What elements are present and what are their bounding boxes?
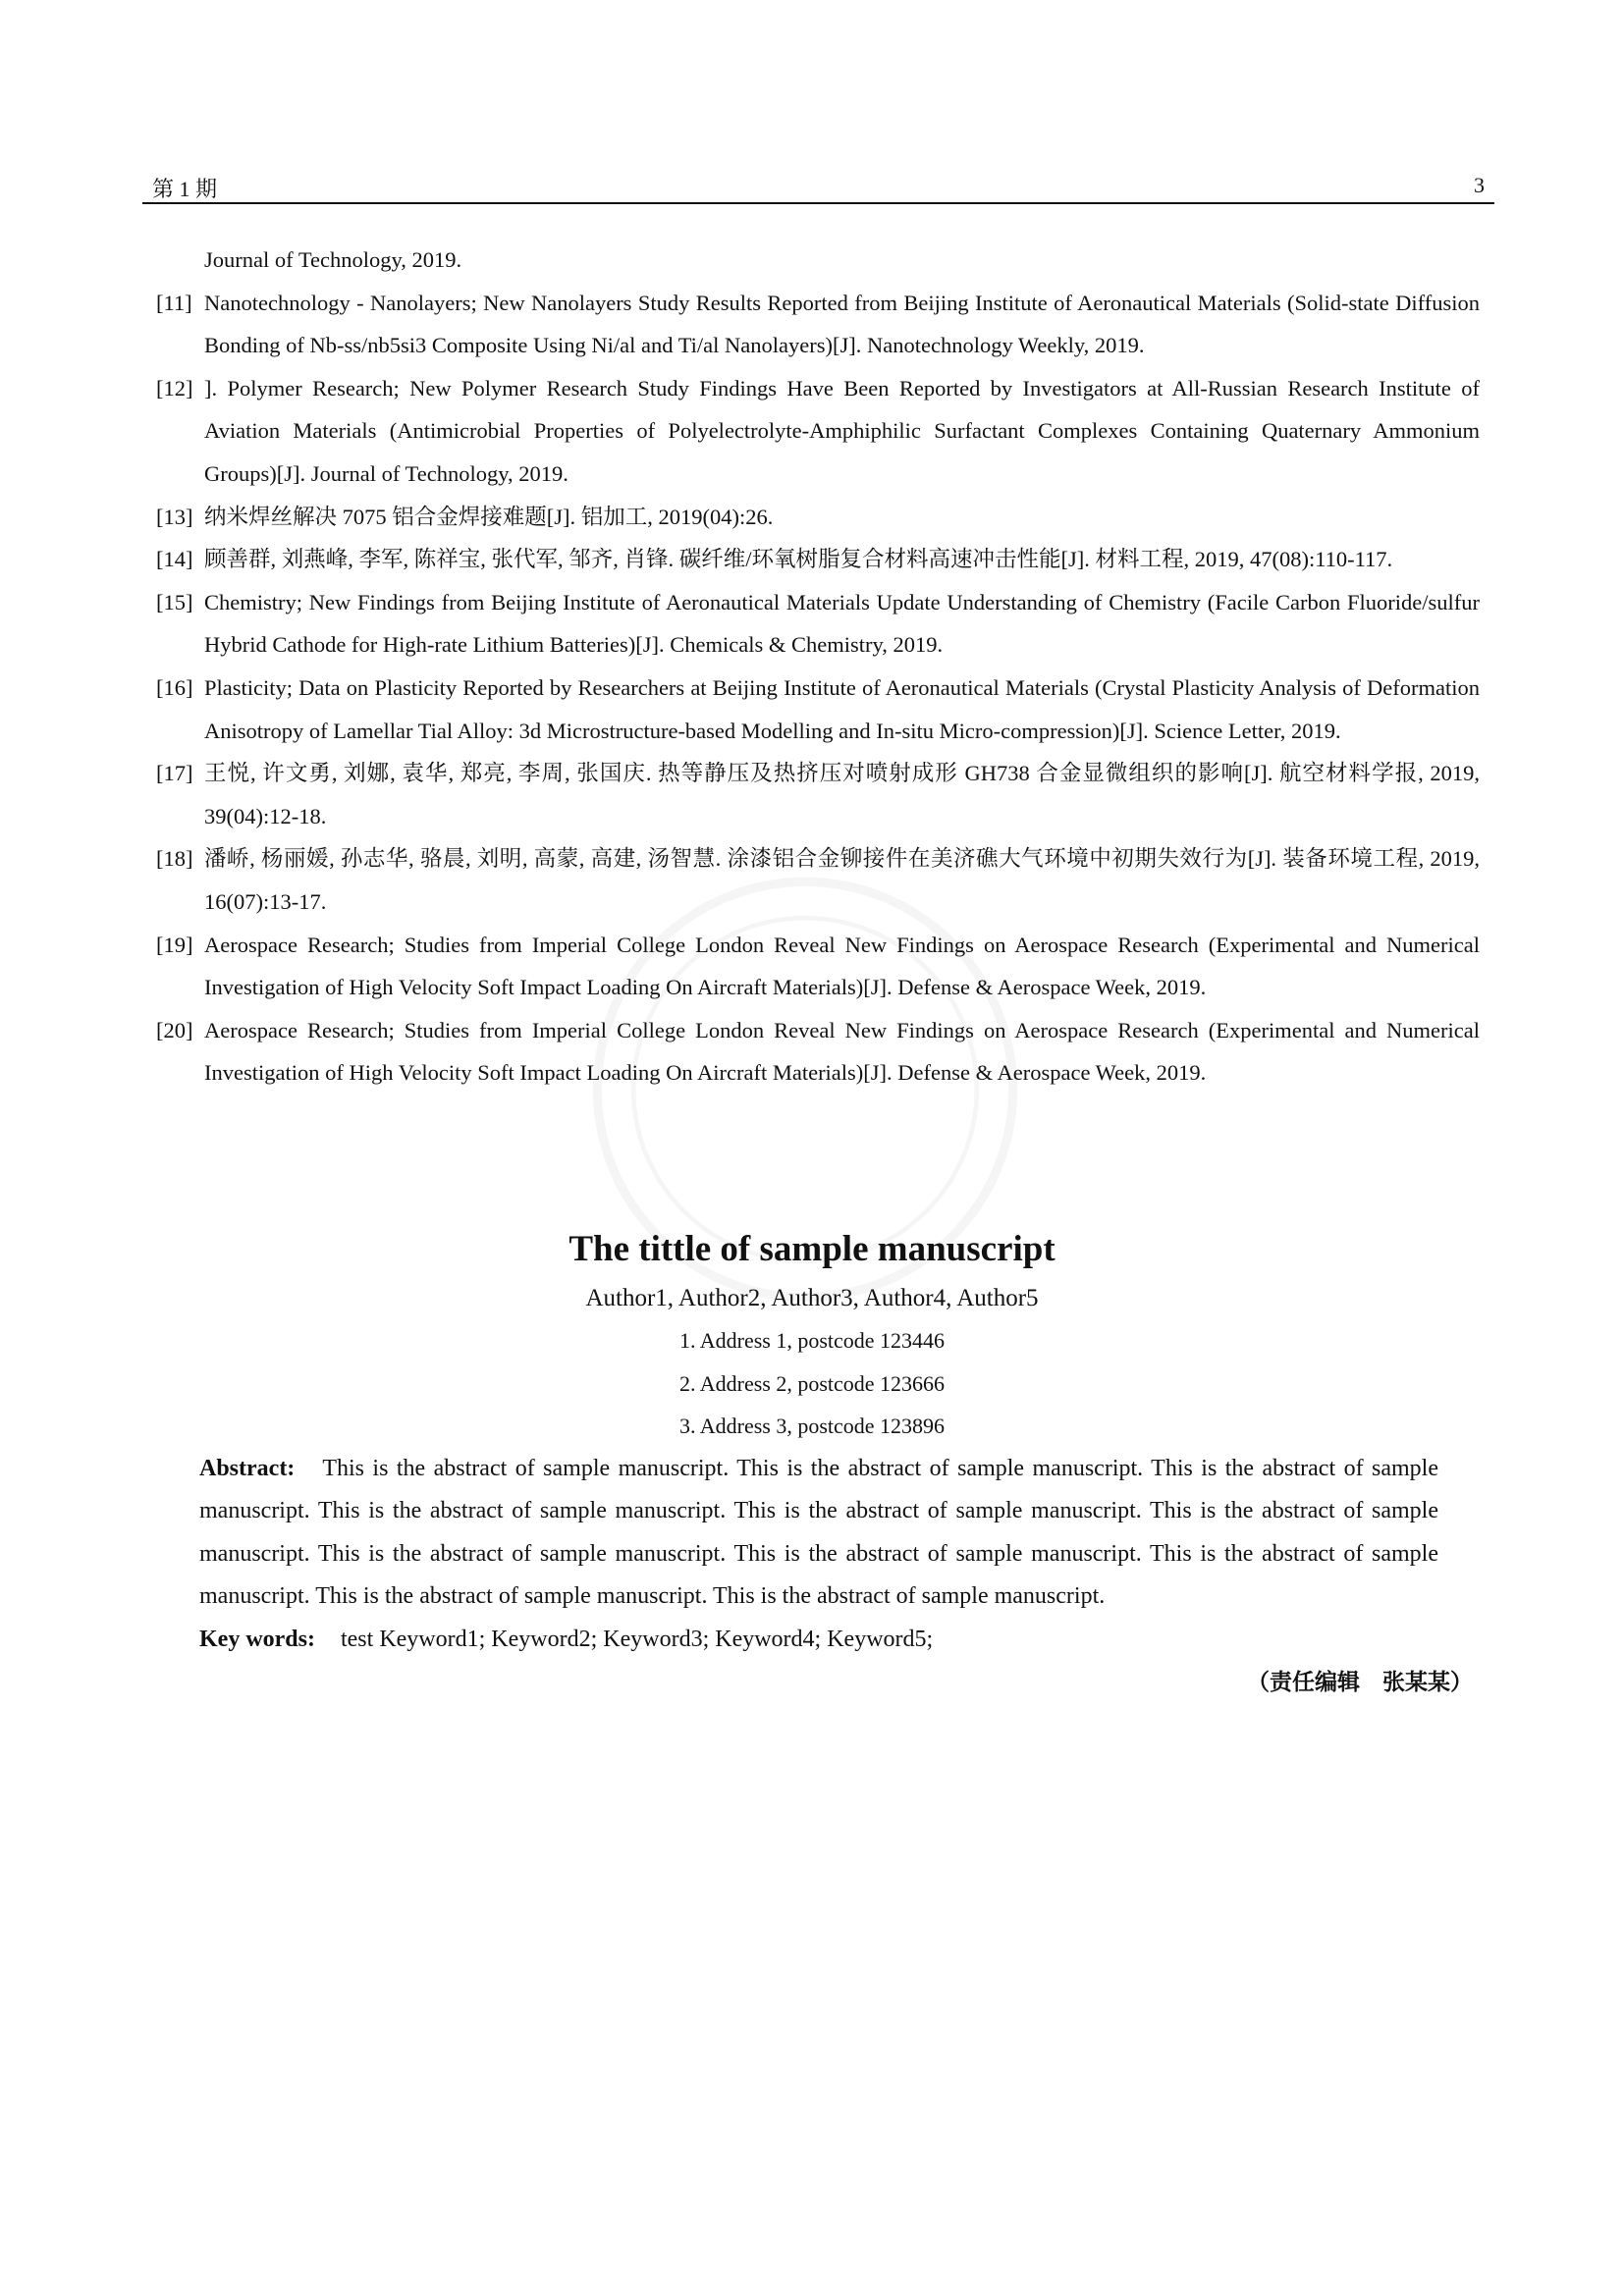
reference-item: [156, 496, 1480, 539]
editor-credit: （责任编辑 张某某）: [1247, 1670, 1473, 1696]
author-list: Author1, Author2, Author3, Author4, Author5: [585, 1285, 1039, 1311]
reference-label: [16]: [156, 674, 193, 700]
reference-label: [11]: [156, 290, 192, 315]
reference-item: [156, 837, 1480, 923]
reference-label: [14]: [156, 547, 193, 572]
address-line: 2. Address 2, postcode 123666: [678, 1370, 946, 1396]
reference-text: 顾善群, 刘燕峰, 李军, 陈祥宝, 张代军, 邹齐, 肖锋. 碳纤维/环氧树脂复合材料高速冲击性能[J]. 材料工程, 2019, 47(08):110-117.: [204, 547, 1393, 572]
address-line: 3. Address 3, postcode 123896: [678, 1414, 946, 1438]
reference-item: [156, 667, 1480, 752]
reference-text: Aerospace Research; Studies from Imperial College London Reveal New Findings on Aerospace Research (Experimental and Numerical Investigation of High Velocity Soft Impact Loading On Aircraft Materials)[J]. Defense & Aerospace Week, 2019.: [204, 932, 1480, 1000]
reference-label: [15]: [156, 589, 193, 614]
reference-text: Nanotechnology - Nanolayers; New Nanolayers Study Results Reported from Beijing Institute of Aeronautical Materials (Solid-state Diffusion Bonding of Nb-ss/nb5si3 Composite Using Ni/al and Ti/al Nanolayers)[J]. Nanotechnology Weekly, 2019.: [204, 290, 1480, 358]
address-line: 1. Address 1, postcode 123446: [678, 1328, 946, 1353]
reference-item: [156, 239, 1480, 282]
reference-text: 王悦, 许文勇, 刘娜, 袁华, 郑亮, 李周, 张国庆. 热等静压及热挤压对喷射成形 GH738 合金显微组织的影响[J]. 航空材料学报, 2019, 39(04):12-18.: [204, 761, 1480, 828]
english-abstract-section: [0, 1225, 1624, 1704]
reference-text: Plasticity; Data on Plasticity Reported by Researchers at Beijing Institute of Aeronautical Materials (Crystal Plasticity Analysis of Deformation Anisotropy of Lamellar Tial Alloy: 3d Microstructure-based Modelling and In-situ Micro-compression)[J]. Science Letter, 2019.: [204, 674, 1480, 743]
reference-text: 潘峤, 杨丽媛, 孙志华, 骆晨, 刘明, 高蒙, 高建, 汤智慧. 涂漆铝合金铆接件在美济礁大气环境中初期失效行为[J]. 装备环境工程, 2019, 16(07):13-17.: [204, 846, 1480, 914]
keywords-text: test Keyword1; Keyword2; Keyword3; Keyword4; Keyword5;: [340, 1626, 934, 1652]
reference-item: [156, 538, 1480, 581]
reference-item: [156, 367, 1480, 496]
issue-label: 第 1 期: [152, 177, 218, 201]
keywords-label: Key words:: [199, 1626, 315, 1652]
abstract-text: This is the abstract of sample manuscript. This is the abstract of sample manuscript. This is the abstract of sample manuscript. This is the abstract of sample manuscript. This is the abstract of sample manuscript. This is the abstract of sample manuscript. This is the abstract of sample manuscript. This is the abstract of sample manuscript. This is the abstract of sample manuscript. This is the abstract of sample manuscript. This is the abstract of sample manuscript.: [199, 1455, 1438, 1610]
reference-item: [156, 752, 1480, 837]
abstract-paragraph: [199, 1448, 1438, 1619]
reference-item: [156, 1009, 1480, 1095]
reference-text: Journal of Technology, 2019.: [204, 247, 462, 272]
page-header: [142, 171, 1494, 204]
reference-item: [156, 282, 1480, 367]
reference-label: [12]: [156, 375, 193, 400]
reference-item: [156, 924, 1480, 1009]
page-number: 3: [1474, 173, 1485, 197]
reference-label: [20]: [156, 1017, 193, 1042]
reference-label: [19]: [156, 932, 193, 957]
reference-label: [13]: [156, 504, 193, 529]
reference-text: 纳米焊丝解决 7075 铝合金焊接难题[J]. 铝加工, 2019(04):26.: [204, 504, 774, 529]
reference-text: Chemistry; New Findings from Beijing Institute of Aeronautical Materials Update Understanding of Chemistry (Facile Carbon Fluoride/sulfur Hybrid Cathode for High-rate Lithium Batteries)[J]. Chemicals & Chemistry, 2019.: [204, 589, 1480, 658]
reference-text: Aerospace Research; Studies from Imperial College London Reveal New Findings on Aerospace Research (Experimental and Numerical Investigation of High Velocity Soft Impact Loading On Aircraft Materials)[J]. Defense & Aerospace Week, 2019.: [204, 1017, 1480, 1086]
manuscript-title: The tittle of sample manuscript: [568, 1229, 1056, 1269]
reference-text: ]. Polymer Research; New Polymer Research Study Findings Have Been Reported by Investigators at All-Russian Research Institute of Aviation Materials (Antimicrobial Properties of Polyelectrolyte-Amphiphilic Surfactant Complexes Containing Quaternary Ammonium Groups)[J]. Journal of Technology, 2019.: [204, 375, 1480, 486]
keywords-line: [199, 1619, 1438, 1662]
reference-list: [156, 239, 1480, 1095]
reference-label: [17]: [156, 761, 193, 786]
reference-label: [18]: [156, 846, 193, 872]
abstract-label: Abstract:: [199, 1455, 296, 1481]
reference-item: [156, 581, 1480, 667]
